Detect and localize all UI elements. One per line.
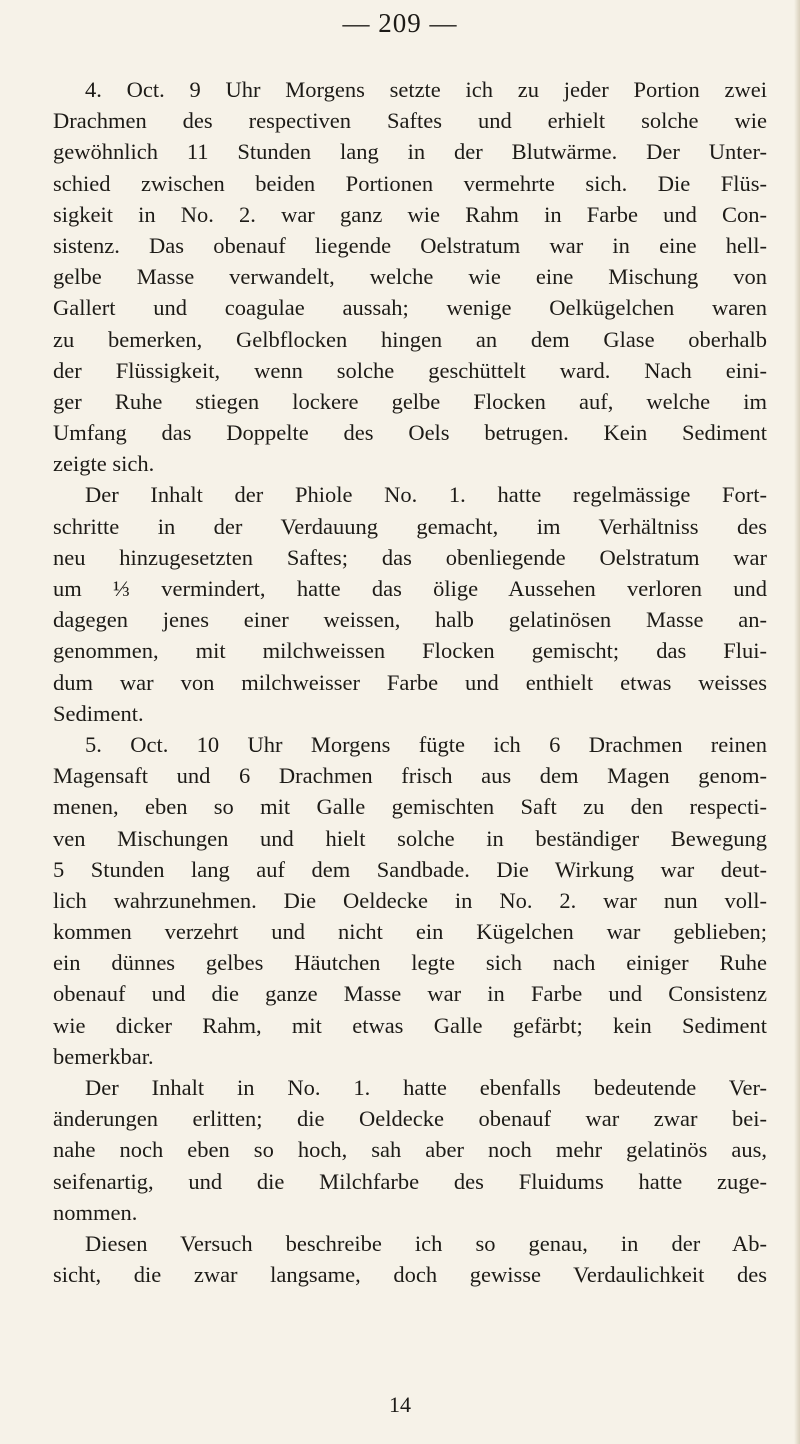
text-line: 5 Stunden lang auf dem Sandbade. Die Wirkung war deut-: [53, 856, 767, 882]
text-line: genommen, mit milchweissen Flocken gemischt; das Flui-: [53, 638, 767, 664]
text-line: ein dünnes gelbes Häutchen legte sich nach einiger Ruhe: [53, 950, 767, 976]
text-line: ger Ruhe stiegen lockere gelbe Flocken auf, welche im: [53, 388, 767, 414]
text-line: neu hinzugesetzten Saftes; das obenliegende Oelstratum war: [53, 544, 767, 570]
text-line: Der Inhalt der Phiole No. 1. hatte regelmässige Fort-: [85, 482, 767, 508]
text-line: lich wahrzunehmen. Die Oeldecke in No. 2. war nun voll-: [53, 887, 767, 913]
text-line: kommen verzehrt und nicht ein Kügelchen war geblieben;: [53, 919, 767, 945]
text-line: dum war von milchweisser Farbe und enthielt etwas weisses: [53, 669, 767, 695]
page-edge-shadow: [794, 0, 800, 1444]
text-line: dagegen jenes einer weissen, halb gelatinösen Masse an-: [53, 607, 767, 633]
text-line: menen, eben so mit Galle gemischten Saft zu den respecti-: [53, 794, 767, 820]
text-line: sicht, die zwar langsame, doch gewisse Verdaulichkeit des: [53, 1262, 767, 1288]
text-line: 5. Oct. 10 Uhr Morgens fügte ich 6 Drachmen reinen: [85, 731, 767, 757]
text-line: gelbe Masse verwandelt, welche wie eine Mischung von: [53, 264, 767, 290]
text-line: um ⅓ vermindert, hatte das ölige Aussehen verloren und: [53, 576, 767, 601]
page-number-header: — 209 —: [342, 8, 458, 38]
text-line: Diesen Versuch beschreibe ich so genau, in der Ab-: [85, 1230, 767, 1256]
text-line: nommen.: [53, 1199, 138, 1225]
text-line: Gallert und coagulae aussah; wenige Oelkügelchen waren: [53, 295, 767, 321]
text-line: zu bemerken, Gelbflocken hingen an dem Glase oberhalb: [53, 326, 767, 352]
text-line: Der Inhalt in No. 1. hatte ebenfalls bedeutende Ver-: [85, 1075, 767, 1100]
text-line: sistenz. Das obenauf liegende Oelstratum war in eine hell-: [53, 232, 767, 258]
text-line: gewöhnlich 11 Stunden lang in der Blutwärme. Der Unter-: [53, 139, 767, 165]
text-line: wie dicker Rahm, mit etwas Galle gefärbt; kein Sediment: [53, 1012, 767, 1038]
text-line: schied zwischen beiden Portionen vermehrte sich. Die Flüs-: [53, 170, 767, 196]
text-line: Drachmen des respectiven Saftes und erhielt solche wie: [53, 108, 767, 134]
text-line: Sediment.: [53, 700, 144, 726]
text-line: sigkeit in No. 2. war ganz wie Rahm in Farbe und Con-: [53, 201, 767, 227]
text-line: ven Mischungen und hielt solche in beständiger Bewegung: [53, 825, 767, 851]
text-line: Magensaft und 6 Drachmen frisch aus dem Magen genom-: [53, 763, 767, 789]
text-line: seifenartig, und die Milchfarbe des Fluidums hatte zuge-: [53, 1168, 767, 1194]
signature-mark: 14: [389, 1392, 411, 1417]
text-line: der Flüssigkeit, wenn solche geschüttelt ward. Nach eini-: [53, 357, 767, 383]
body-text: [53, 74, 767, 1290]
text-line: bemerkbar.: [53, 1043, 154, 1069]
text-line: zeigte sich.: [53, 451, 155, 477]
text-line: schritte in der Verdauung gemacht, im Verhältniss des: [53, 513, 767, 539]
text-line: änderungen erlitten; die Oeldecke obenauf war zwar bei-: [53, 1106, 767, 1132]
text-line: 4. Oct. 9 Uhr Morgens setzte ich zu jeder Portion zwei: [85, 77, 767, 102]
text-line: nahe noch eben so hoch, sah aber noch mehr gelatinös aus,: [53, 1137, 767, 1163]
text-line: obenauf und die ganze Masse war in Farbe und Consistenz: [53, 981, 767, 1007]
text-line: Umfang das Doppelte des Oels betrugen. Kein Sediment: [53, 420, 767, 446]
